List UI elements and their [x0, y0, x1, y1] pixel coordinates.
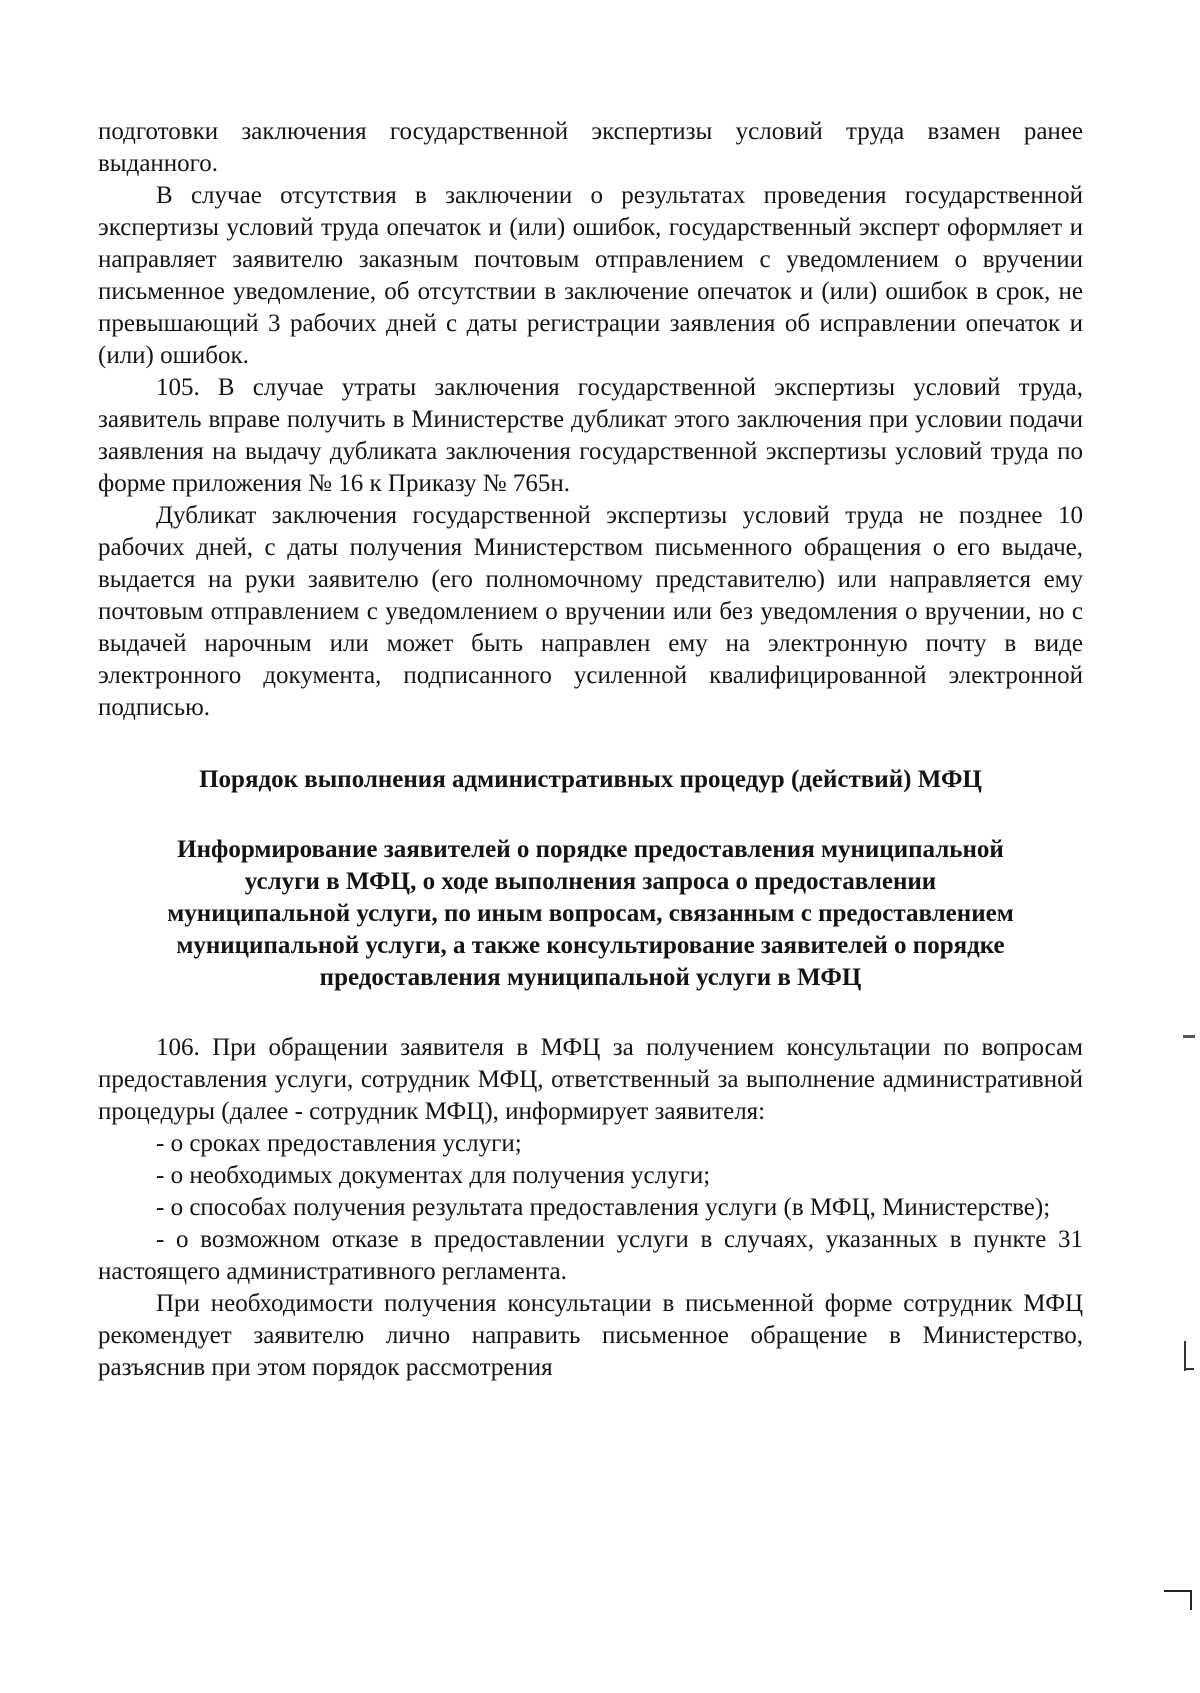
- paragraph-duplicate: Дубликат заключения государственной экспертизы условий труда не позднее 10 рабочих дней, с даты получения Министерством письменного обращения о его выдаче, выдается на руки заявителю (его полномочному представителю) или направляется ему почтовым отправлением с уведомлением о вручении или без уведомления о вручении, но с выдачей нарочным или может быть направлен ему на электронную почту в виде электронного документа, подписанного усиленной квалифицированной электронной подписью.: [98, 502, 1083, 721]
- scan-artifact-mark: [1184, 1368, 1194, 1370]
- list-item: - о возможном отказе в предоставлении услуги в случаях, указанных в пункте 31 настоящего административного регламента.: [98, 1226, 1083, 1285]
- scan-artifact-mark: [1183, 1035, 1195, 1038]
- paragraph-no-errors-notice: В случае отсутствия в заключении о результатах проведения государственной экспертизы условий труда опечаток и (или) ошибок, государственный эксперт оформляет и направляет заявителю заказным почтовым отправлением с уведомлением о вручении письменное уведомление, об отсутствии в заключение опечаток и (или) ошибок в срок, не превышающий 3 рабочих дней с даты регистрации заявления об исправлении опечаток и (или) ошибок.: [98, 182, 1083, 369]
- paragraph-106: 106. При обращении заявителя в МФЦ за получением консультации по вопросам предоставления услуги, сотрудник МФЦ, ответственный за выполнение административной процедуры (далее - сотрудник МФЦ), информирует заявителя:: [98, 1034, 1083, 1125]
- scan-artifact-mark: [1190, 1590, 1192, 1610]
- document-body: [98, 116, 1083, 1384]
- subsection-heading: Информирование заявителей о порядке предоставления муниципальной услуги в МФЦ, о ходе выполнения запроса о предоставлении муниципальной услуги, по иным вопросам, связанным с предоставлением муниципальной услуги, а также консультирование заявителей о порядке предоставления муниципальной услуги в МФЦ: [167, 836, 1014, 991]
- paragraph-written-consultation: При необходимости получения консультации в письменной форме сотрудник МФЦ рекомендует заявителю лично направить письменное обращение в Министерство, разъяснив при этом порядок рассмотрения: [98, 1290, 1083, 1381]
- scan-artifact-mark: [1184, 1341, 1186, 1371]
- scan-artifact-mark: [1164, 1590, 1192, 1592]
- list-item: - о способах получения результата предоставления услуги (в МФЦ, Министерстве);: [156, 1194, 1051, 1221]
- section-heading: Порядок выполнения административных процедур (действий) МФЦ: [199, 766, 982, 793]
- list-item: - о сроках предоставления услуги;: [156, 1130, 522, 1157]
- list-item: - о необходимых документах для получения услуги;: [156, 1162, 711, 1189]
- paragraph-continuation: подготовки заключения государственной экспертизы условий труда взамен ранее выданного.: [98, 118, 1083, 177]
- paragraph-105: 105. В случае утраты заключения государственной экспертизы условий труда, заявитель вправе получить в Министерстве дубликат этого заключения при условии подачи заявления на выдачу дубликата заключения государственной экспертизы условий труда по форме приложения № 16 к Приказу № 765н.: [98, 374, 1083, 497]
